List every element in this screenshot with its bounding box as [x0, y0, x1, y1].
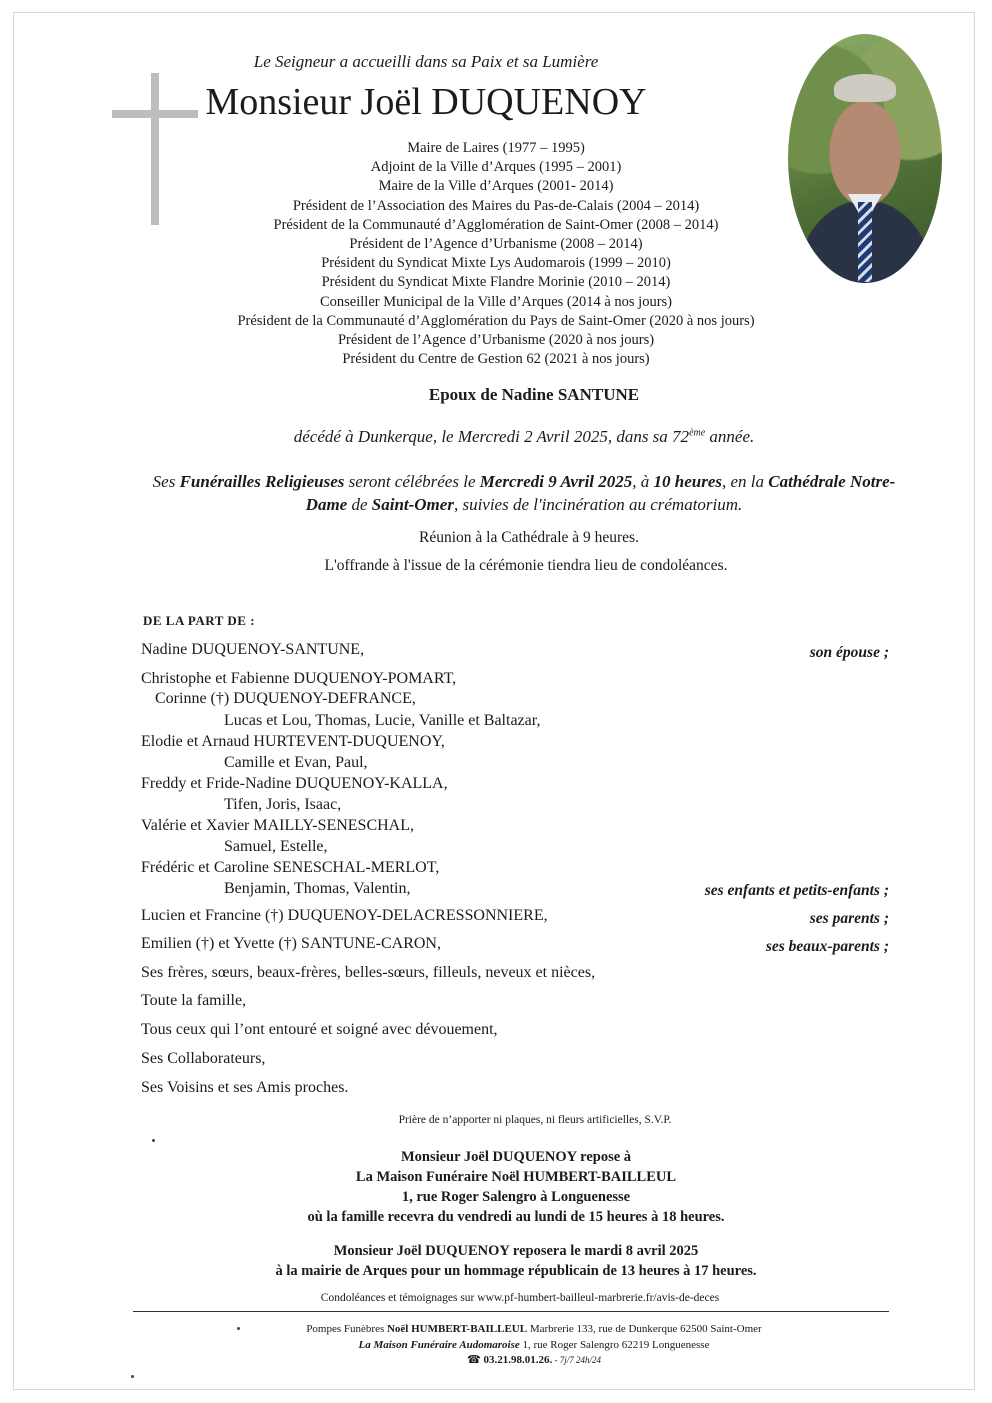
footer-block [34, 1322, 992, 1369]
intro-line: Le Seigneur a accueilli dans sa Paix et sa Lumière [253, 52, 599, 71]
family-line: Ses Voisins et ses Amis proches. [141, 1079, 349, 1096]
title-line: Président de l’Agence d’Urbanisme (2020 à nos jours) [337, 332, 655, 349]
family-line: Ses frères, sœurs, beaux-frères, belles-sœurs, filleuls, neveux et nièces, [141, 964, 596, 981]
title-line: Maire de Laires (1977 – 1995) [407, 140, 585, 156]
family-line: Tous ceux qui l’ont entouré et soigné avec dévouement, [141, 1021, 498, 1038]
death-line [24, 427, 992, 447]
title-line: Président de la Communauté d’Agglomération de Saint-Omer (2008 – 2014) [273, 216, 719, 233]
family-line: Nadine DUQUENOY-SANTUNE, [141, 641, 365, 658]
title-line: Conseiller Municipal de la Ville d’Arques (2014 à nos jours) [319, 293, 673, 310]
repose-line: La Maison Funéraire Noël HUMBERT-BAILLEUL [355, 1169, 677, 1185]
titles-list [0, 139, 992, 369]
family-line: Ses Collaborateurs, [141, 1050, 266, 1067]
request-line: Prière de n’apporter ni plaques, ni fleurs artificielles, S.V.P. [398, 1114, 672, 1126]
footer-line-2: La Maison Funéraire Audomaroise 1, rue Roger Salengro 62219 Longuenesse [358, 1338, 710, 1351]
family-line: Frédéric et Caroline SENESCHAL-MERLOT, [141, 859, 440, 876]
repose-line: où la famille recevra du vendredi au lundi de 15 heures à 18 heures. [307, 1209, 725, 1225]
death-text: décédé à Dunkerque, le Mercredi 2 Avril 2025, dans sa 72 [293, 427, 690, 446]
footer-line-1: Pompes Funèbres Noël HUMBERT-BAILLEUL Marbrerie 133, rue de Dunkerque 62500 Saint-Omer [306, 1323, 762, 1335]
relation-label: ses parents ; [809, 910, 889, 927]
phone-icon: ☎ [467, 1354, 481, 1366]
family-line: Valérie et Xavier MAILLY-SENESCHAL, [141, 817, 414, 834]
family-line: Camille et Evan, Paul, [224, 754, 368, 771]
family-line: Tifen, Joris, Isaac, [224, 796, 342, 813]
funeral-paragraph: Ses Funérailles Religieuses seront célébrées le Mercredi 9 Avril 2025, à 10 heures, en la Cathédrale Notre-Dame de Saint-Omer, suivies de l'incinération au crématorium. [152, 472, 896, 514]
relation-label: ses enfants et petits-enfants ; [704, 882, 889, 899]
title-line: Maire de la Ville d’Arques (2001- 2014) [378, 178, 614, 195]
footer-divider [133, 1311, 889, 1312]
meeting-line: Réunion à la Cathédrale à 9 heures. [419, 529, 639, 546]
repose-line: Monsieur Joël DUQUENOY repose à [400, 1149, 632, 1165]
title-line: Président de l’Agence d’Urbanisme (2008 – 2014) [349, 236, 643, 253]
ink-speck [237, 1327, 240, 1330]
title-line: Président du Syndicat Mixte Lys Audomarois (1999 – 2010) [321, 255, 671, 272]
title-line: Président de la Communauté d’Agglomération du Pays de Saint-Omer (2020 à nos jours) [237, 312, 755, 329]
repose-line: 1, rue Roger Salengro à Longuenesse [401, 1189, 631, 1205]
relation-label: ses beaux-parents ; [765, 938, 889, 955]
reposera-line: Monsieur Joël DUQUENOY reposera le mardi 8 avril 2025 [333, 1243, 699, 1259]
repose-block [20, 1147, 992, 1227]
spouse-line: Epoux de Nadine SANTUNE [428, 385, 640, 404]
family-header: DE LA PART DE : [143, 613, 256, 628]
title-line: Adjoint de la Ville d’Arques (1995 – 2001) [370, 159, 622, 176]
condolences-line: Condoléances et témoignages sur www.pf-humbert-bailleul-marbrerie.fr/avis-de-deces [320, 1292, 720, 1304]
family-line: Corinne (†) DUQUENOY-DEFRANCE, [155, 690, 416, 707]
reposera-line: à la mairie de Arques pour un hommage républicain de 13 heures à 17 heures. [275, 1263, 757, 1279]
family-line: Lucas et Lou, Thomas, Lucie, Vanille et Baltazar, [224, 712, 541, 729]
family-line: Emilien (†) et Yvette (†) SANTUNE-CARON, [141, 935, 441, 952]
title-line: Président de l’Association des Maires du Pas-de-Calais (2004 – 2014) [292, 197, 700, 214]
offering-line: L'offrande à l'issue de la cérémonie tiendra lieu de condoléances. [324, 557, 728, 574]
family-line: Benjamin, Thomas, Valentin, [224, 880, 411, 897]
title-line: Président du Syndicat Mixte Flandre Morinie (2010 – 2014) [321, 274, 671, 291]
family-line: Lucien et Francine (†) DUQUENOY-DELACRESSONNIERE, [141, 907, 548, 924]
ink-speck [131, 1375, 134, 1378]
relation-label: son épouse ; [809, 644, 889, 661]
family-line: Samuel, Estelle, [224, 838, 328, 855]
death-text-end: année. [705, 427, 755, 446]
family-line: Freddy et Fride-Nadine DUQUENOY-KALLA, [141, 775, 448, 792]
reposera-block [20, 1241, 992, 1281]
family-line: Toute la famille, [141, 992, 247, 1009]
title-line: Président du Centre de Gestion 62 (2021 à nos jours) [342, 351, 650, 368]
family-line: Elodie et Arnaud HURTEVENT-DUQUENOY, [141, 733, 445, 750]
deceased-name: Monsieur Joël DUQUENOY [205, 81, 647, 123]
family-line: Christophe et Fabienne DUQUENOY-POMART, [141, 670, 457, 687]
footer-line-3: ☎ 03.21.98.01.26. - 7j/7 24h/24 [467, 1354, 601, 1366]
ink-speck [152, 1139, 155, 1142]
death-sup: ème [689, 427, 706, 439]
